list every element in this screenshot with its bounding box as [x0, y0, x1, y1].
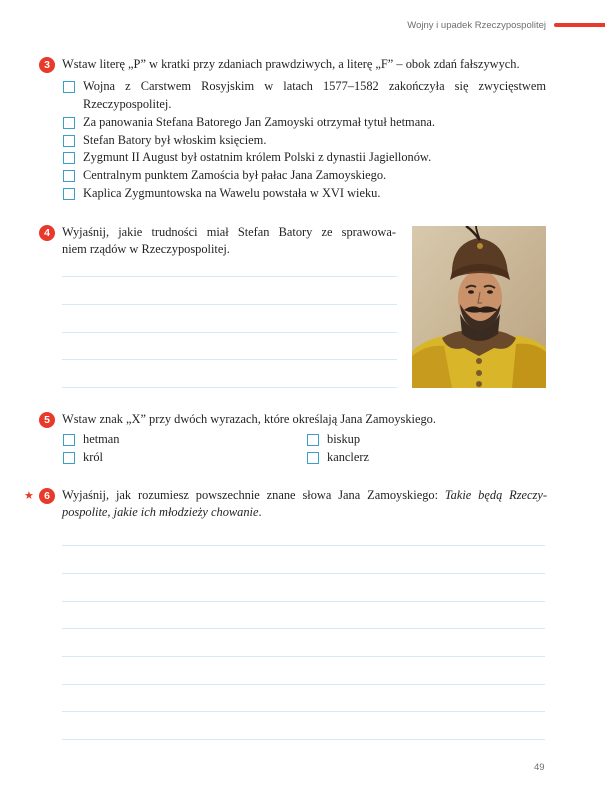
task-3-statement-4: Zygmunt II August był ostatnim królem Polski z dynastii Jagiellonów. — [83, 150, 432, 164]
answer-line[interactable] — [62, 573, 545, 574]
task-6-text: Wyjaśnij, jak rozumiesz powszechnie znane słowa Jana Zamoyskiego: — [62, 488, 445, 502]
answer-line[interactable] — [62, 387, 397, 388]
task-3-statement-3: Stefan Batory był włoskim księciem. — [83, 133, 267, 147]
answer-line[interactable] — [62, 332, 397, 333]
answer-line[interactable] — [62, 684, 545, 685]
task-4-instruction-line-1: Wyjaśnij, jakie trudności miał Stefan Batory ze sprawowa- — [62, 225, 396, 239]
task-5-checkbox-kanclerz[interactable] — [307, 452, 319, 464]
task-5-checkbox-krol[interactable] — [63, 452, 75, 464]
answer-line[interactable] — [62, 601, 545, 602]
answer-line[interactable] — [62, 359, 397, 360]
task-4-number: 4 — [39, 225, 55, 241]
answer-line[interactable] — [62, 276, 397, 277]
task-6-instruction-line-2 — [62, 504, 262, 521]
page-number: 49 — [534, 762, 545, 773]
answer-line[interactable] — [62, 656, 545, 657]
task-3-statement-1-line-1: Wojna z Carstwem Rosyjskim w latach 1577–1582 zakończyła się zwycięstwem — [83, 79, 546, 93]
task-3-checkbox-3[interactable] — [63, 135, 75, 147]
task-3-statement-2: Za panowania Stefana Batorego Jan Zamoyski otrzymał tytuł hetmana. — [83, 115, 435, 129]
task-3-statement-1-line-2: Rzeczypospolitej. — [83, 97, 172, 111]
quote-start: Takie będą Rzeczy- — [444, 488, 547, 502]
header-accent-bar — [554, 23, 605, 27]
task-6-instruction-line-1 — [62, 487, 547, 504]
task-5-option-biskup: biskup — [327, 432, 361, 446]
answer-line[interactable] — [62, 711, 545, 712]
task-3-checkbox-5[interactable] — [63, 170, 75, 182]
answer-line[interactable] — [62, 739, 545, 740]
task-3-statement-6: Kaplica Zygmuntowska na Wawelu powstała w XVI wieku. — [83, 186, 381, 200]
task-5-checkbox-hetman[interactable] — [63, 434, 75, 446]
task-5-number: 5 — [39, 412, 55, 428]
answer-line[interactable] — [62, 628, 545, 629]
answer-line[interactable] — [62, 304, 397, 305]
star-icon: ★ — [24, 489, 34, 502]
task-5-option-kanclerz: kanclerz — [327, 450, 369, 464]
task-3-checkbox-2[interactable] — [63, 117, 75, 129]
chapter-title: Wojny i upadek Rzeczypospolitej — [407, 19, 546, 31]
quote-end: pospolite, jakie ich młodzieży chowanie — [62, 505, 259, 519]
task-3-number: 3 — [39, 57, 55, 73]
task-3-checkbox-4[interactable] — [63, 152, 75, 164]
task-6-number: 6 — [39, 488, 55, 504]
portrait-stefan-batory — [412, 226, 546, 388]
answer-line[interactable] — [62, 545, 545, 546]
task-6-period: . — [258, 505, 262, 519]
task-5-option-hetman: hetman — [83, 432, 120, 446]
task-3-checkbox-1[interactable] — [63, 81, 75, 93]
task-4-instruction-line-2: niem rządów w Rzeczypospolitej. — [62, 242, 230, 256]
task-5-instruction: Wstaw znak „X” przy dwóch wyrazach, które określają Jana Zamoyskiego. — [62, 412, 436, 426]
task-5-checkbox-biskup[interactable] — [307, 434, 319, 446]
task-3-checkbox-6[interactable] — [63, 188, 75, 200]
task-3-statement-5: Centralnym punktem Zamościa był pałac Jana Zamoyskiego. — [83, 168, 387, 182]
task-3-instruction: Wstaw literę „P” w kratki przy zdaniach prawdziwych, a literę „F” – obok zdań fałszywych. — [62, 57, 520, 71]
running-header — [407, 16, 605, 34]
task-5-option-krol: król — [83, 450, 103, 464]
